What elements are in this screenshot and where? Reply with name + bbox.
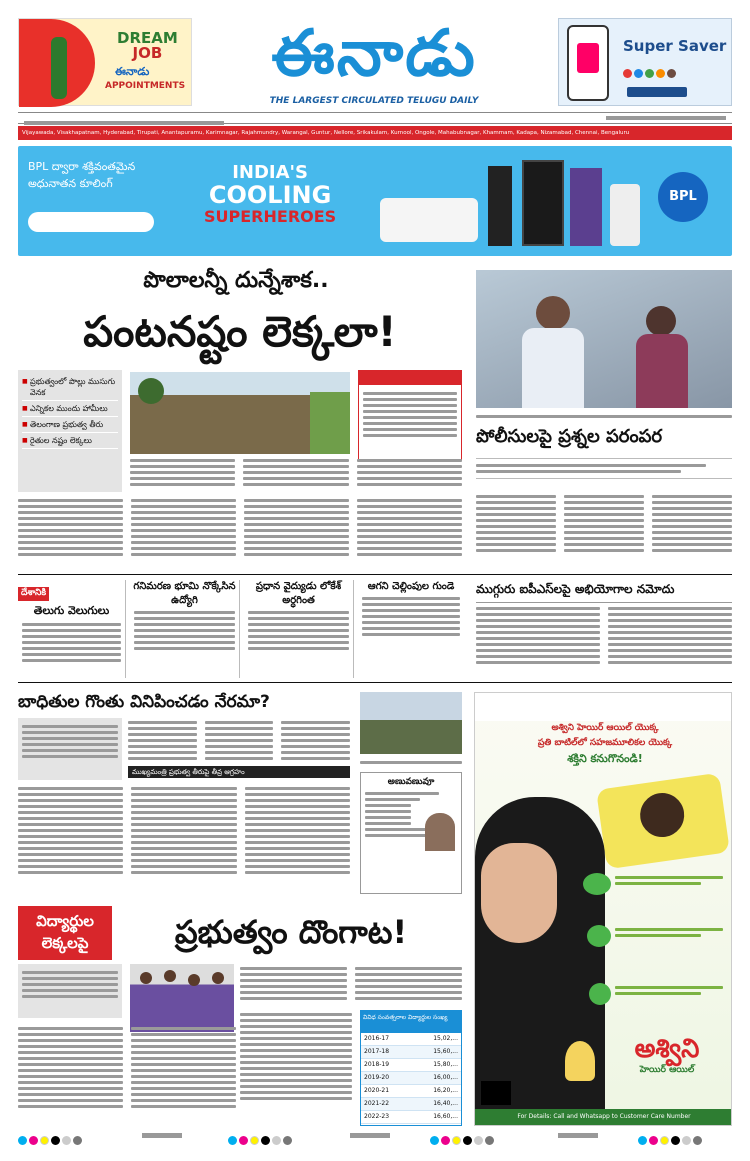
ad-brand-sub: హెయిర్ ఆయిల్ — [639, 1065, 695, 1075]
brief-3[interactable] — [244, 580, 354, 678]
banner-headline3: SUPERHEROES — [204, 207, 337, 226]
brief-1[interactable] — [18, 580, 126, 678]
lead-kicker: పొలాలన్నీ దున్నేశాక.. — [143, 268, 329, 293]
ad-subtitle: APPOINTMENTS — [105, 81, 186, 91]
table-row — [361, 1111, 461, 1124]
list-item: ■ ప్రభుత్వంలో పొల్లు ముసుగు వెనక — [22, 374, 118, 401]
table-row — [361, 1085, 461, 1098]
fridge-icon — [488, 166, 512, 246]
table-cell: 2016-17 — [364, 1035, 390, 1042]
person-head-icon — [646, 306, 676, 336]
ad-headline-1: అశ్విని హెయిర్ ఆయిల్ యొక్క — [551, 723, 659, 733]
list-item: ■ ఎన్నికల ముందు హామీలు — [22, 401, 118, 417]
mid-bullets — [18, 718, 122, 780]
super-saver-badge — [627, 87, 687, 97]
table-cell: 15,02,... — [433, 1035, 458, 1042]
table-cell: 16,00,... — [433, 1074, 458, 1081]
table-cell: 16,40,... — [433, 1100, 458, 1107]
lead-photo — [130, 372, 350, 454]
person-body-icon — [522, 328, 584, 408]
dateline-rule — [18, 112, 732, 124]
table-cell: 15,80,... — [433, 1061, 458, 1068]
bottom-kicker-line2: లెక్కలపై — [41, 934, 89, 952]
right-top-photo — [476, 270, 732, 408]
right-mid-body — [476, 604, 732, 678]
brief-1-title: తెలుగు వెలుగులు — [33, 604, 110, 617]
table-row — [361, 1046, 461, 1059]
bottom-body-mid — [240, 1010, 352, 1126]
oil-drop-icon — [565, 1041, 595, 1081]
cooler-icon — [610, 184, 640, 246]
phone-icon — [567, 25, 609, 101]
bottom-headline: ప్రభుత్వం దొంగాట! — [174, 913, 408, 951]
table-cell: 2017-18 — [364, 1048, 390, 1055]
ad-headline-2: ప్రతి బాటిల్‌లో సహజమూలికల యొక్క — [537, 738, 673, 748]
bottom-body-right — [240, 964, 462, 1008]
person-head-icon — [536, 296, 570, 330]
left-header-ad[interactable] — [18, 18, 192, 106]
registration-marks — [18, 1130, 732, 1142]
tree-icon — [138, 378, 164, 404]
side-brief-title: అణువణువూ — [387, 777, 435, 787]
lead-body-upper — [130, 456, 462, 496]
table-cell: 2020-21 — [364, 1087, 390, 1094]
right-mid-headline: ముగ్గురు ఐపీఎస్‌లపై అభియోగాల నమోదు — [476, 582, 732, 603]
fridge-purple-icon — [570, 168, 602, 246]
oil-bottle-icon — [596, 773, 730, 869]
face-icon — [481, 843, 557, 943]
ad-title-dream: DREAM — [117, 29, 178, 47]
table-cell: 16,20,... — [433, 1087, 458, 1094]
bottom-bullets — [18, 964, 122, 1018]
masthead-tagline: THE LARGEST CIRCULATED TELUGU DAILY — [269, 96, 479, 106]
brand-logos — [623, 63, 678, 82]
bottom-kicker-line1: విద్యార్థుల — [36, 912, 94, 930]
ad-footer: For Details: Call and Whatsapp to Customer Care Number — [475, 1109, 732, 1125]
ad-brand: అశ్విని — [634, 1034, 700, 1064]
ac-unit-icon — [380, 198, 478, 242]
table-cell: 2021-22 — [364, 1100, 390, 1107]
table-cell: 15,60,... — [433, 1048, 458, 1055]
brief-3-title: ప్రధాన వైద్యుడు లోకేశ్‌ అర్ధగింత — [255, 581, 342, 606]
editions-text: Vijayawada, Visakhapatnam, Hyderabad, Tirupati, Anantapuramu, Karimnagar, Rajahmundry, Warangal, Guntur, Nellore, Srikakulam, Kurnool, Ongole, Mahabubnagar, Khammam, Kadapa, Nizamabad, Chennai, Bengaluru — [22, 130, 630, 136]
lead-bullets — [18, 370, 122, 492]
right-header-ad[interactable] — [558, 18, 732, 106]
mid-body-lower — [18, 784, 350, 894]
leaf-icon — [589, 983, 611, 1005]
list-item: ■ రైతుల నష్టం లెక్కలు — [22, 433, 118, 449]
banner-headline1: INDIA'S — [232, 162, 308, 183]
lead-sidebar-box — [358, 370, 462, 460]
brief-2[interactable] — [130, 580, 240, 678]
ad-telugu: ఈనాడు — [115, 65, 150, 78]
side-brief[interactable] — [360, 772, 462, 894]
right-top-body — [476, 492, 732, 568]
bottom-body — [18, 1024, 236, 1126]
leaf-icon — [583, 873, 611, 895]
brief-4-title: ఆగని చెల్లింపుల గుండె — [367, 581, 455, 592]
table-row — [361, 1072, 461, 1085]
table-cell: 16,60,... — [433, 1113, 458, 1120]
banner-store-button[interactable] — [28, 212, 154, 232]
masthead — [198, 6, 550, 110]
table-header: వివిధ సంవత్సరాల విద్యార్థుల సంఖ్య — [361, 1011, 461, 1033]
brief-2-title: గనిమరణ భూమి నొక్కేసిన ఉద్యోగి — [133, 581, 236, 606]
side-photo — [360, 692, 462, 754]
qr-code-icon — [481, 1081, 511, 1105]
ad-title-job: JOB — [132, 44, 163, 62]
bpl-logo: BPL — [658, 172, 708, 222]
leaf-icon — [587, 925, 611, 947]
students-table — [360, 1010, 462, 1126]
list-item: ■ తెలంగాణ ప్రభుత్వ తీరు — [22, 417, 118, 433]
masthead-title: ఈనాడు — [271, 17, 477, 91]
hair-oil-ad[interactable] — [474, 692, 732, 1126]
table-row — [361, 1033, 461, 1046]
person-figure-icon — [51, 37, 67, 99]
super-saver-title: Super Saver — [623, 37, 727, 55]
table-cell: 2019-20 — [364, 1074, 390, 1081]
banner-left-line1: BPL ద్వారా శక్తివంతమైన — [28, 160, 136, 173]
mid-subhead: ముఖ్యమంత్రి ప్రభుత్వ తీరుపై తీవ్ర ఆగ్రహం — [128, 766, 350, 778]
lead-headline: పంటనష్టం లెక్కలా! — [83, 307, 397, 356]
double-door-fridge-icon — [522, 160, 564, 246]
ad-headline-3: శక్తిని కనుగొనండి! — [567, 752, 643, 765]
bottom-kicker — [18, 906, 112, 960]
banner-headline2: COOLING — [208, 181, 332, 209]
brief-1-tag: దేశానికి — [18, 587, 49, 601]
table-cell: 2018-19 — [364, 1061, 390, 1068]
table-row — [361, 1098, 461, 1111]
portrait-icon — [425, 813, 455, 851]
editions-strip — [18, 126, 732, 140]
banner-ad[interactable] — [18, 146, 732, 256]
banner-left-line2: అధునాతన కూలింగ్ — [28, 177, 113, 190]
mid-body — [128, 718, 350, 768]
person-body-icon — [636, 334, 688, 408]
students-photo — [130, 964, 234, 1032]
right-top-headline: పోలీసులపై ప్రశ్నల పరంపర — [476, 426, 663, 447]
brief-4[interactable] — [358, 580, 464, 678]
crop-icon — [310, 392, 350, 454]
mid-headline: బాధితుల గొంతు వినిపించడం నేరమా? — [18, 692, 270, 712]
lead-body — [18, 496, 462, 568]
table-cell: 2022-23 — [364, 1113, 390, 1120]
table-row — [361, 1059, 461, 1072]
